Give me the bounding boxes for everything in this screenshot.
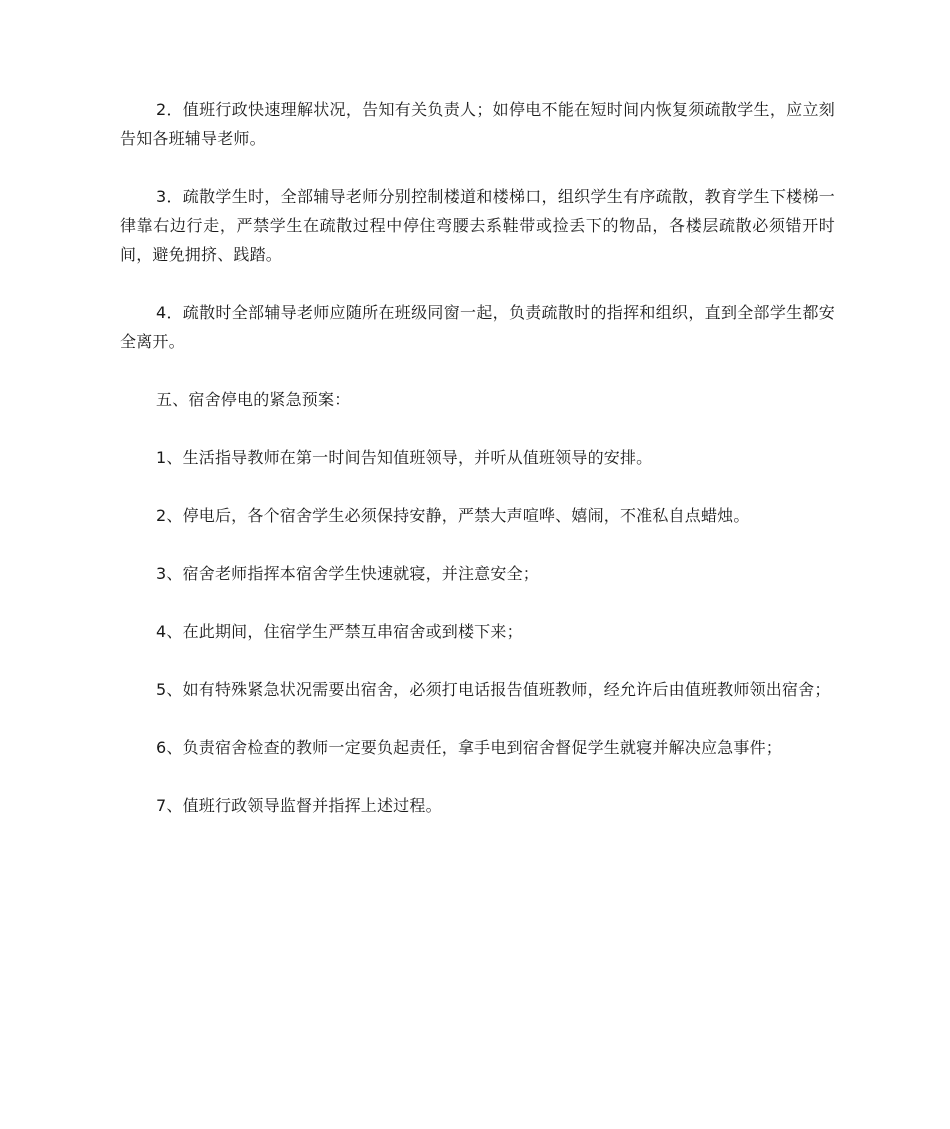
dorm-item-7: 7、值班行政领导监督并指挥上述过程。 — [156, 796, 442, 815]
dorm-item-5: 5、如有特殊紧急状况需要出宿舍，必须打电话报告值班教师，经允许后由值班教师领出宿舍； — [156, 680, 831, 699]
paragraph-evacuation-process: 3．疏散学生时，全部辅导老师分别控制楼道和楼梯口，组织学生有序疏散，教育学生下楼梯一律靠右边行走，严禁学生在疏散过程中停住弯腰去系鞋带或捡丢下的物品，各楼层疏散必须错开时间，避免拥挤、践踏。 — [120, 187, 835, 264]
dorm-item-1: 1、生活指导教师在第一时间告知值班领导，并听从值班领导的安排。 — [156, 448, 653, 467]
dorm-item-4: 4、在此期间，住宿学生严禁互串宿舍或到楼下来； — [156, 622, 523, 641]
paragraph-teacher-duty: 4．疏散时全部辅导老师应随所在班级同窗一起，负责疏散时的指挥和组织，直到全部学生都安全离开。 — [120, 303, 835, 351]
document-page — [120, 95, 835, 849]
dorm-item-3: 3、宿舍老师指挥本宿舍学生快速就寝，并注意安全； — [156, 564, 539, 583]
dorm-item-6: 6、负责宿舍检查的教师一定要负起责任，拿手电到宿舍督促学生就寝并解决应急事件； — [156, 738, 782, 757]
dorm-item-2: 2、停电后，各个宿舍学生必须保持安静，严禁大声喧哗、嬉闹，不准私自点蜡烛。 — [156, 506, 750, 525]
paragraph-evacuation-notify: 2．值班行政快速理解状况，告知有关负责人；如停电不能在短时间内恢复须疏散学生，应立刻告知各班辅导老师。 — [120, 100, 835, 148]
section-heading-dorm-plan: 五、宿舍停电的紧急预案： — [156, 390, 351, 409]
